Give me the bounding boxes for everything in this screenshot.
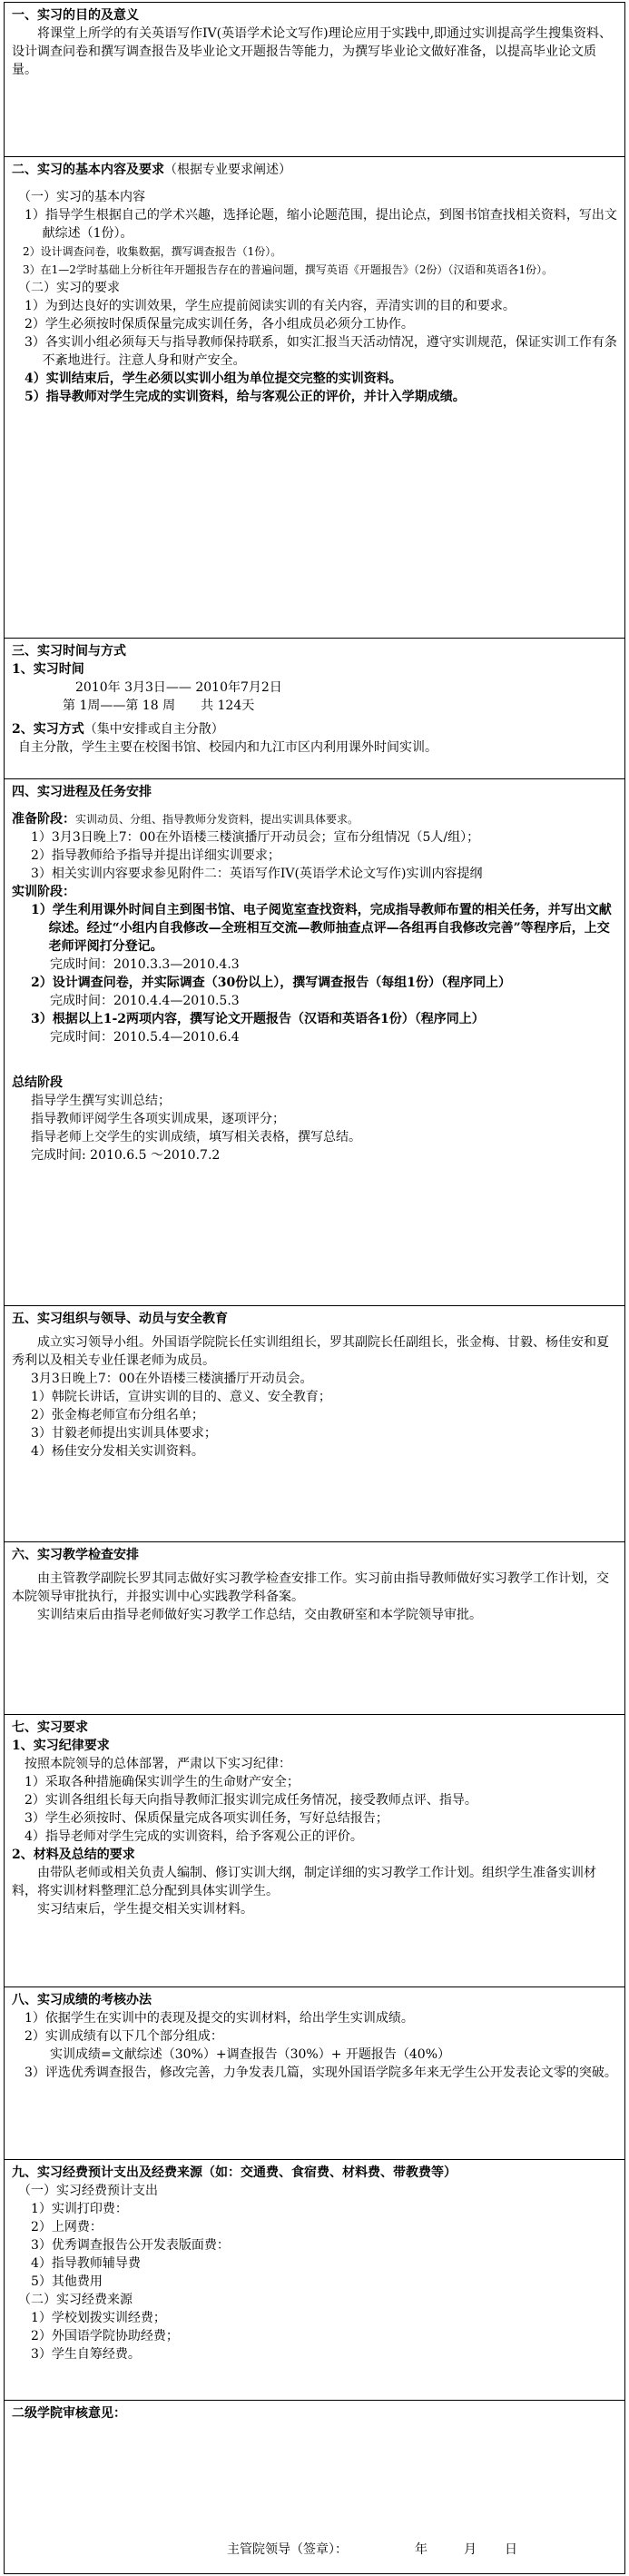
section-heading: 三、实习时间与方式: [12, 644, 126, 659]
list-item: 5）指导教师对学生完成的实训资料，给与客观公正的评价，并计入学期成绩。: [25, 390, 466, 404]
leaders-text: 成立实习领导小组。外国语学院院长任实训组组长，罗其副院长任副组长，张金梅、甘毅、杨佳安和夏秀利以及相关专业任课老师为成员。: [12, 1335, 609, 1368]
signer-label: 主管院领导（签章）：: [227, 2542, 348, 2557]
section-heading: 九、实习经费预计支出及经费来源: [12, 2165, 202, 2180]
section-heading-note: （根据专业要求阐述）: [164, 163, 291, 177]
section-requirements: [5, 1715, 624, 1987]
section-heading: 五、实习组织与领导、动员与安全教育: [12, 1312, 228, 1326]
section-review: [5, 2401, 624, 2573]
section-organization: [5, 1306, 624, 1542]
summary-label: 总结阶段: [12, 1075, 63, 1090]
inspection-paragraph: 实训结束后由指导老师做好实习教学工作总结，交由教研室和本学院领导审批。: [37, 1608, 482, 1622]
discipline-label: 1、实习纪律要求: [12, 1739, 110, 1753]
mode-text: 自主分散，学生主要在校图书馆、校园内和九江市区内利用课外时间实训。: [18, 740, 437, 755]
list-item: 1）韩院长讲话，宣讲实训的目的、意义、安全教育；: [31, 1390, 331, 1404]
section-heading: 七、实习要求: [12, 1720, 88, 1735]
list-item: 2）设计调查问卷，收集数据，撰写调查报告（1份）。: [23, 245, 282, 258]
materials-paragraph: 由带队老师或相关负责人编制、修订实训大纲，制定详细的实习教学工作计划。组织学生准备实训材料，将实训材料整理汇总分配到具体实训学生。: [12, 1866, 596, 1898]
score-formula: 实训成绩=文献综述（30%）+调查报告（30%）+ 开题报告（40%）: [50, 2047, 450, 2062]
section-inspection: [5, 1542, 624, 1715]
prep-label: 准备阶段：: [12, 812, 75, 827]
list-item: 1）3月3日晚上7：00在外语楼三楼演播厅开动员会；宣布分组情况（5人/组）；: [31, 830, 480, 845]
inspection-paragraph: 由主管教学副院长罗其同志做好实习教学检查安排工作。实习前由指导教师做好实习教学工作计划，交本院领导审批执行，并报实训中心实践教学科备案。: [12, 1571, 609, 1604]
list-item: 4）指导老师对学生完成的实训资料，给予客观公正的评价。: [25, 1829, 363, 1844]
subsection-title: （一）实习的基本内容: [18, 190, 145, 204]
list-item: 3）优秀调查报告公开发表版面费：: [31, 2238, 230, 2253]
list-item: 1）依据学生在实训中的表现及提交的实训材料，给出学生实训成绩。: [25, 2011, 414, 2026]
section-heading: 六、实习教学检查安排: [12, 1548, 139, 1562]
signature-row: [5, 2541, 624, 2559]
list-item: 3）学生必须按时、保质保量完成各项实训任务，写好总结报告；: [25, 1811, 388, 1826]
section-progress: [5, 779, 624, 1306]
section-assessment: [5, 1987, 624, 2160]
section-purpose: [5, 3, 624, 157]
list-item: 3）各实训小组必须每天与指导教师保持联系，如实汇报当天活动情况，遵守实训规范，保证实训工作有条不紊地进行。注意人身和财产安全。: [25, 335, 617, 368]
list-item: 3）甘毅老师提出实训具体要求；: [31, 1426, 217, 1441]
meeting-text: 3月3日晚上7：00在外语楼三楼演播厅开动员会。: [31, 1372, 313, 1386]
task-time: 完成时间：2010.4.4—2010.5.3: [50, 994, 240, 1008]
subsection-title: （二）实习经费来源: [18, 2293, 133, 2307]
mode-label: 2、实习方式: [12, 722, 84, 737]
time-label: 1、实习时间: [12, 662, 84, 677]
section-heading: 四、实习进程及任务安排: [12, 785, 152, 799]
section-heading-row: [12, 161, 617, 179]
prep-row: [12, 810, 617, 828]
mode-note: （集中安排或自主分散）: [84, 722, 224, 737]
date-range: 2010年 3月3日—— 2010年7月2日: [75, 680, 282, 695]
task-item: 3）根据以上1-2两项内容，撰写论文开题报告（汉语和英语各1份）（程序同上）: [31, 1012, 485, 1026]
total-days: 共 124天: [201, 698, 255, 713]
section-heading: 一、实习的目的及意义: [12, 8, 139, 23]
list-item: 指导教师评阅学生各项实训成果，逐项评分；: [31, 1112, 285, 1126]
list-item: 1）为到达良好的实训效果，学生应提前阅读实训的有关内容，弄清实训的目的和要求。: [25, 299, 516, 313]
train-label: 实训阶段：: [12, 885, 75, 899]
list-item: 指导学生撰写实训总结；: [31, 1094, 171, 1108]
year-label: 年: [415, 2542, 428, 2557]
materials-paragraph: 实习结束后，学生提交相关实训材料。: [37, 1902, 253, 1917]
list-item: 2）外国语学院协助经费；: [31, 2329, 179, 2343]
section-funding: [5, 2160, 624, 2401]
list-item: 2）上网费：: [31, 2220, 103, 2234]
list-item: 3）在1—2学时基础上分析往年开题报告存在的普遍问题，撰写英语《开题报告》（2份）（汉语和英语各1份）。: [23, 263, 554, 276]
purpose-text: 将课堂上所学的有关英语写作IV(英语学术论文写作)理论应用于实践中,即通过实训提高学生搜集资料、设计调查问卷和撰写调查报告及毕业论文开题报告等能力，为撰写毕业论文做好准备，以提高毕业论文质量。: [12, 26, 613, 77]
list-item: 1）学校划拨实训经费；: [31, 2311, 166, 2325]
list-item: 3）学生自筹经费。: [31, 2347, 141, 2362]
section-content: [5, 157, 624, 639]
review-heading: 二级学院审核意见：: [12, 2406, 126, 2421]
list-item: 2）张金梅老师宣布分组名单；: [31, 1408, 204, 1422]
month-label: 月: [464, 2542, 477, 2557]
list-item: 4）杨佳安分发相关实训资料。: [31, 1444, 204, 1459]
mode-row: [12, 720, 617, 738]
list-item: 指导老师上交学生的实训成绩，填写相关表格，撰写总结。: [31, 1130, 361, 1144]
list-item: 2）实训成绩有以下几个部分组成：: [25, 2029, 223, 2044]
list-item: 2）指导教师给予指导并提出详细实训要求；: [31, 848, 280, 863]
discipline-intro: 按照本院领导的总体部署，严肃以下实习纪律：: [25, 1757, 291, 1771]
list-item: 1）实训打印费：: [31, 2202, 128, 2216]
section-heading: 八、实习成绩的考核办法: [12, 1993, 152, 2007]
section-heading-row: [12, 2164, 617, 2182]
list-item: 4）指导教师辅导费: [31, 2256, 141, 2271]
list-item: 3）相关实训内容要求参见附件二：英语写作IV(英语学术论文写作)实训内容提纲: [31, 867, 483, 881]
section-schedule: [5, 639, 624, 779]
section-heading-note: （如：交通费、食宿费、材料费、带教费等）: [202, 2165, 457, 2180]
subsection-title: （一）实习经费预计支出: [18, 2184, 158, 2198]
list-item: 4）实训结束后，学生必须以实训小组为单位提交完整的实训资料。: [25, 372, 402, 386]
week-range: 第 1周——第 18 周: [63, 698, 176, 713]
list-item: 1）指导学生根据自己的学术兴趣，选择论题，缩小论题范围，提出论点，到图书馆查找相关资料，写出文献综述（1份）。: [25, 208, 617, 241]
task-time: 完成时间：2010.3.3—2010.4.3: [50, 957, 240, 972]
internship-plan-table: [4, 2, 625, 2574]
list-item: 1）采取各种措施确保实训学生的生命财产安全；: [25, 1775, 300, 1789]
day-label: 日: [505, 2542, 517, 2557]
summary-time: 完成时间: 2010.6.5 ～2010.7.2: [31, 1148, 221, 1163]
list-item: 5）其他费用: [31, 2274, 103, 2289]
task-time: 完成时间：2010.5.4—2010.6.4: [50, 1030, 240, 1045]
list-item: 2）实训各组组长每天向指导教师汇报实训完成任务情况，接受教师点评、指导。: [25, 1793, 477, 1808]
subsection-title: （二）实习的要求: [18, 281, 120, 295]
list-item: 3）评选优秀调查报告，修改完善，力争发表几篇，实现外国语学院多年来无学生公开发表论文零的突破。: [25, 2066, 617, 2080]
list-item: 2）学生必须按时保质保量完成实训任务，各小组成员必须分工协作。: [25, 317, 414, 332]
task-item: 2）设计调查问卷，并实际调查（30份以上），撰写调查报告（每组1份）（程序同上）: [31, 976, 511, 990]
materials-label: 2、材料及总结的要求: [12, 1848, 135, 1862]
section-heading: 二、实习的基本内容及要求: [12, 163, 164, 177]
prep-note: 实训动员、分组、指导教师分发资料，提出实训具体要求。: [75, 813, 359, 826]
week-row: [12, 697, 617, 715]
task-item: 1）学生利用课外时间自主到图书馆、电子阅览室查找资料，完成指导教师布置的相关任务，并写出文献综述。经过“小组内自我修改—全班相互交流—教师抽查点评—各组再自我修改完善”等程序后，上交老师评阅打分登记。: [31, 903, 612, 954]
